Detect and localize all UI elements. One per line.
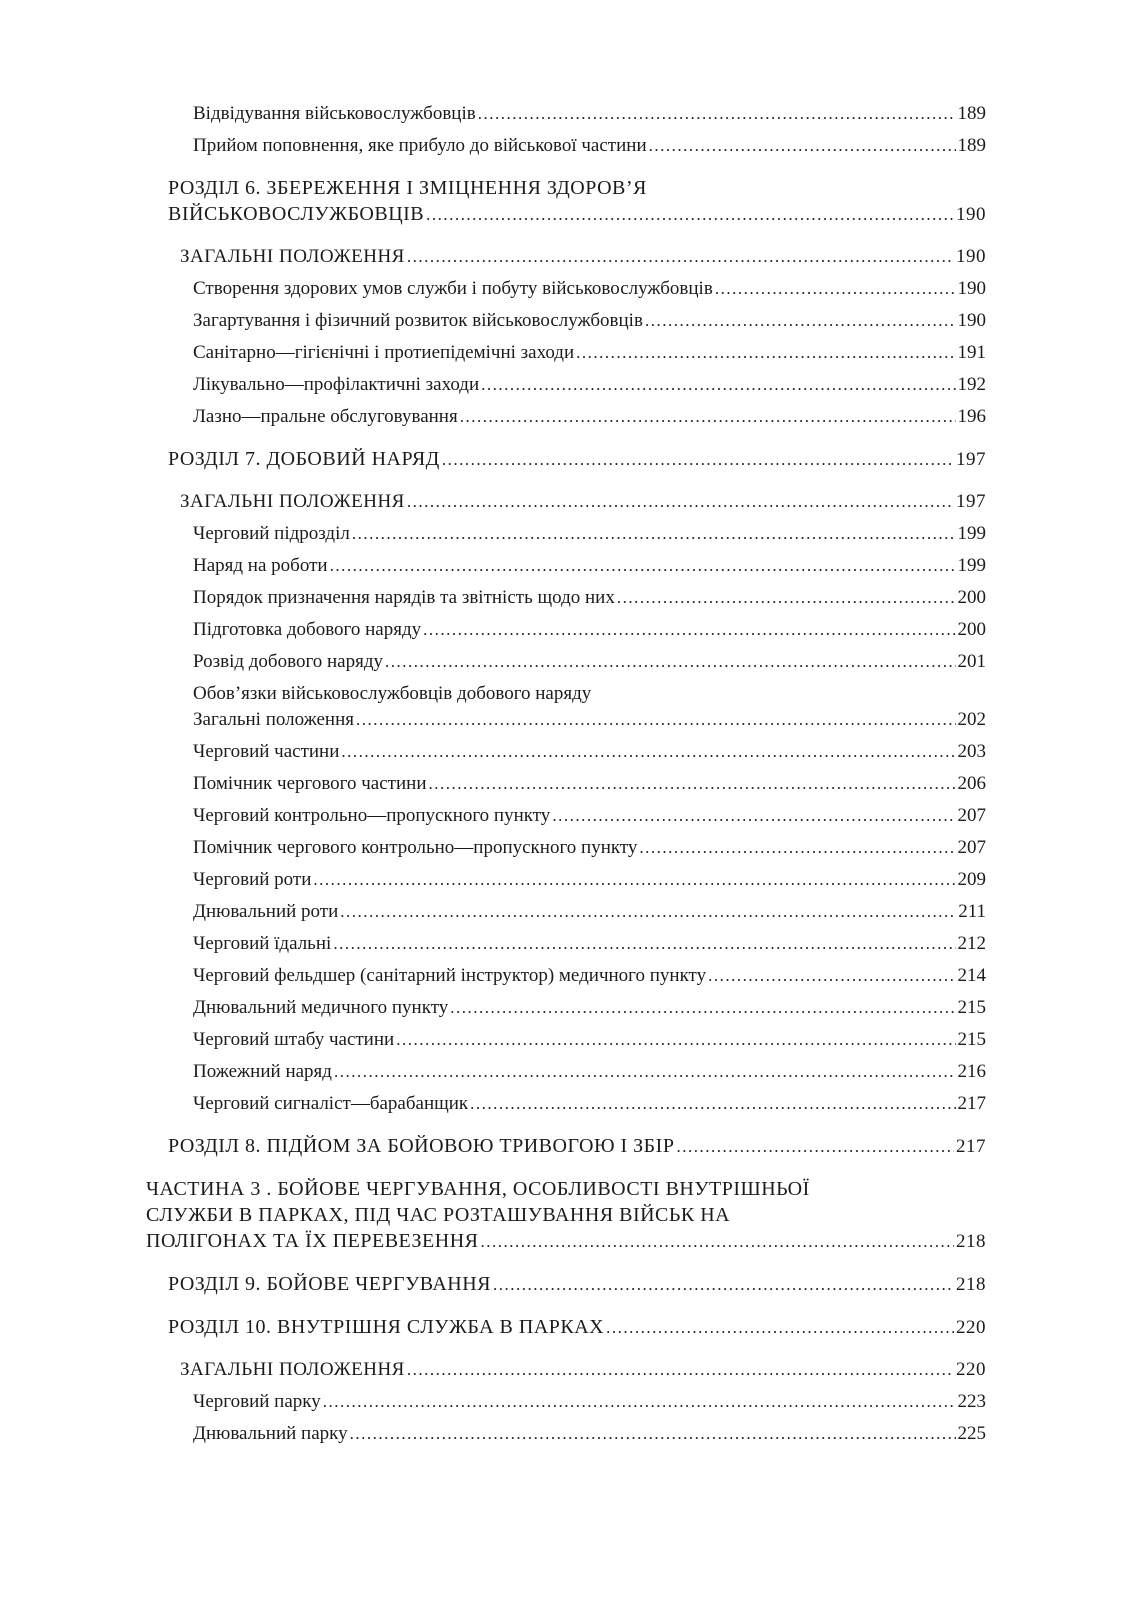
toc-row-title: Загальні положення: [193, 709, 354, 730]
toc-row-lastline: [193, 340, 986, 366]
toc-row-entry: [146, 276, 986, 302]
dot-leader: [350, 1421, 956, 1447]
toc-row-chapter: [146, 1314, 986, 1341]
dot-leader: [715, 276, 956, 302]
dot-leader: [385, 649, 955, 675]
toc-row-section: [146, 1357, 986, 1383]
toc-row-title: Помічник чергового контрольно—пропускного пункту: [193, 837, 638, 858]
toc-row-entry: [146, 308, 986, 334]
toc-row-entry: [146, 771, 986, 797]
dot-leader: [407, 1357, 954, 1383]
page-number: 211: [958, 901, 986, 922]
toc-row-lastline: [193, 995, 986, 1021]
toc-row-title: СЛУЖБИ В ПАРКАХ, ПІД ЧАС РОЗТАШУВАННЯ ВІЙСЬК НА: [146, 1204, 731, 1226]
toc-row-title: Черговий їдальні: [193, 933, 332, 954]
toc-row-lastline: [193, 835, 986, 861]
dot-leader: [323, 1389, 956, 1415]
dot-leader: [352, 521, 956, 547]
toc-row-title: Наряд на роботи: [193, 555, 328, 576]
toc-row-title: Черговий роти: [193, 869, 312, 890]
page-number: 203: [957, 741, 986, 762]
dot-leader: [481, 372, 955, 398]
toc-row-entry: [146, 681, 986, 733]
page-number: 216: [957, 1061, 986, 1082]
toc-row-title: ВІЙСЬКОВОСЛУЖБОВЦІВ: [168, 203, 425, 225]
toc-row-lastline: [180, 1357, 986, 1383]
toc-row-entry: [146, 835, 986, 861]
toc-row-lastline: [168, 201, 986, 228]
page-number: 202: [957, 709, 986, 730]
toc-row-lastline: [193, 739, 986, 765]
page-number: 192: [957, 374, 986, 395]
toc-row-entry: [146, 1059, 986, 1085]
dot-leader: [396, 1027, 955, 1053]
toc-row-title: Черговий сигналіст—барабанщик: [193, 1093, 469, 1114]
toc-row-title: Загартування і фізичний розвиток військовослужбовців: [193, 310, 643, 331]
dot-leader: [639, 835, 955, 861]
toc-row-title: Розвід добового наряду: [193, 651, 384, 672]
toc-row-entry: [146, 585, 986, 611]
toc-row-lastline: [193, 649, 986, 675]
dot-leader: [340, 899, 956, 925]
dot-leader: [341, 739, 955, 765]
toc-row-lastline: [193, 963, 986, 989]
page-number: 199: [957, 555, 986, 576]
toc-row-lastline: [193, 1421, 986, 1447]
dot-leader: [576, 340, 955, 366]
dot-leader: [676, 1134, 954, 1160]
toc-row-lastline: [193, 899, 986, 925]
toc-row-lastline: [193, 404, 986, 430]
toc-row-title: Черговий штабу частини: [193, 1029, 395, 1050]
page-number: 207: [957, 837, 986, 858]
dot-leader: [423, 617, 955, 643]
page-number: 215: [957, 1029, 986, 1050]
toc-row-lastline: [193, 707, 986, 733]
page-number: 207: [957, 805, 986, 826]
toc-row-title: Днювальний медичного пункту: [193, 997, 449, 1018]
dot-leader: [480, 1229, 954, 1255]
dot-leader: [617, 585, 956, 611]
toc-row-title: РОЗДІЛ 10. ВНУТРІШНЯ СЛУЖБА В ПАРКАХ: [168, 1316, 605, 1338]
toc-row-title: Порядок призначення нарядів та звітність щодо них: [193, 587, 615, 608]
toc-row-lastline: [193, 276, 986, 302]
page-number: 201: [957, 651, 986, 672]
dot-leader: [330, 553, 956, 579]
dot-leader: [450, 995, 955, 1021]
toc-row-title: Днювальний роти: [193, 901, 339, 922]
toc-row-title: РОЗДІЛ 6. ЗБЕРЕЖЕННЯ І ЗМІЦНЕННЯ ЗДОРОВ’Я: [168, 177, 647, 199]
toc-row-entry: [146, 739, 986, 765]
dot-leader: [407, 489, 954, 515]
toc-row-entry: [146, 340, 986, 366]
toc-row-title: ЗАГАЛЬНІ ПОЛОЖЕННЯ: [180, 246, 405, 267]
dot-leader: [442, 447, 954, 473]
toc-row-title: Пожежний наряд: [193, 1061, 332, 1082]
page-number: 190: [956, 246, 986, 267]
toc-row-lastline: [193, 101, 986, 127]
dot-leader: [428, 771, 955, 797]
page-number: 191: [957, 342, 986, 363]
page-number: 200: [957, 587, 986, 608]
toc-row-lastline: [168, 1271, 986, 1298]
toc-row-entry: [146, 867, 986, 893]
toc-row-title: Черговий парку: [193, 1391, 321, 1412]
toc-row-entry: [146, 649, 986, 675]
toc-row-lastline: [193, 585, 986, 611]
toc-row-title: Лазно—пральне обслуговування: [193, 406, 458, 427]
toc-row-title: Помічник чергового частини: [193, 773, 427, 794]
dot-leader: [334, 1059, 956, 1085]
toc-row-entry: [146, 101, 986, 127]
toc-row-lastline: [180, 489, 986, 515]
page-number: 196: [957, 406, 986, 427]
dot-leader: [708, 963, 955, 989]
toc-row-title: ПОЛІГОНАХ ТА ЇХ ПЕРЕВЕЗЕННЯ: [146, 1230, 479, 1252]
page-number: 220: [956, 1359, 986, 1380]
dot-leader: [649, 133, 956, 159]
toc-row-entry: [146, 803, 986, 829]
toc-row-title: ЗАГАЛЬНІ ПОЛОЖЕННЯ: [180, 1359, 405, 1380]
toc-row-entry: [146, 553, 986, 579]
page-number: 189: [957, 103, 986, 124]
toc-row-title: ЧАСТИНА 3 . БОЙОВЕ ЧЕРГУВАННЯ, ОСОБЛИВОСТІ ВНУТРІШНЬОЇ: [146, 1178, 810, 1200]
toc-row-title: РОЗДІЛ 7. ДОБОВИЙ НАРЯД: [168, 448, 440, 470]
toc-row-lastline: [180, 244, 986, 270]
toc-row-lastline: [193, 771, 986, 797]
dot-leader: [333, 931, 955, 957]
toc-row-entry: [146, 995, 986, 1021]
page-number: 206: [957, 773, 986, 794]
toc-row-lastline: [193, 1389, 986, 1415]
toc-row-lastline: [193, 521, 986, 547]
dot-leader: [606, 1315, 954, 1341]
dot-leader: [313, 867, 955, 893]
dot-leader: [470, 1091, 955, 1117]
toc-row-lastline: [168, 1314, 986, 1341]
page-number: 215: [957, 997, 986, 1018]
toc-row-chapter: [146, 1133, 986, 1160]
toc-row-entry: [146, 133, 986, 159]
dot-leader: [407, 244, 954, 270]
toc-row-lastline: [193, 1027, 986, 1053]
dot-leader: [493, 1272, 954, 1298]
toc-row-lastline: [146, 1228, 986, 1255]
toc-row-title: РОЗДІЛ 9. БОЙОВЕ ЧЕРГУВАННЯ: [168, 1273, 492, 1295]
toc-row-entry: [146, 963, 986, 989]
page-number: 225: [957, 1423, 986, 1444]
page-number: 218: [956, 1274, 986, 1295]
toc-row-title: Обов’язки військовослужбовців добового наряду: [193, 683, 592, 704]
page-number: 223: [957, 1391, 986, 1412]
toc-row-title: Черговий фельдшер (санітарний інструктор) медичного пункту: [193, 965, 707, 986]
toc-row-part: [146, 1176, 986, 1255]
toc-row-title: Черговий підрозділ: [193, 523, 350, 544]
page-number: 218: [956, 1231, 986, 1252]
toc-row-lastline: [193, 617, 986, 643]
dot-leader: [478, 101, 956, 127]
toc-row-lastline: [168, 1133, 986, 1160]
page-number: 212: [957, 933, 986, 954]
toc-row-title: Санітарно—гігієнічні і протиепідемічні заходи: [193, 342, 575, 363]
toc-row-title: Черговий контрольно—пропускного пункту: [193, 805, 551, 826]
page-number: 197: [956, 449, 986, 470]
toc-row-entry: [146, 899, 986, 925]
toc-row-entry: [146, 1421, 986, 1447]
toc-row-entry: [146, 1091, 986, 1117]
table-of-contents: [146, 101, 986, 1453]
toc-row-lastline: [168, 446, 986, 473]
toc-row-entry: [146, 1389, 986, 1415]
toc-row-title: Лікувально—профілактичні заходи: [193, 374, 480, 395]
page-number: 214: [957, 965, 986, 986]
toc-row-chapter: [146, 446, 986, 473]
toc-row-title: Підготовка добового наряду: [193, 619, 422, 640]
page-number: 189: [957, 135, 986, 156]
toc-row-lastline: [193, 308, 986, 334]
toc-row-entry: [146, 1027, 986, 1053]
toc-row-lastline: [193, 372, 986, 398]
toc-row-chapter: [146, 1271, 986, 1298]
dot-leader: [552, 803, 955, 829]
toc-row-lastline: [193, 803, 986, 829]
toc-row-title: Відвідування військовослужбовців: [193, 103, 476, 124]
toc-row-entry: [146, 404, 986, 430]
toc-row-lastline: [193, 931, 986, 957]
dot-leader: [460, 404, 956, 430]
toc-row-section: [146, 244, 986, 270]
page-number: 197: [956, 491, 986, 512]
toc-row-lastline: [193, 553, 986, 579]
page-number: 220: [956, 1317, 986, 1338]
toc-row-entry: [146, 931, 986, 957]
page-number: 217: [957, 1093, 986, 1114]
toc-row-section: [146, 489, 986, 515]
page-number: 190: [956, 204, 986, 225]
toc-row-entry: [146, 372, 986, 398]
toc-row-entry: [146, 617, 986, 643]
toc-row-lastline: [193, 867, 986, 893]
dot-leader: [356, 707, 956, 733]
page-number: 209: [957, 869, 986, 890]
page-number: 190: [957, 310, 986, 331]
toc-row-entry: [146, 521, 986, 547]
toc-row-chapter: [146, 175, 986, 228]
toc-row-title: Черговий частини: [193, 741, 340, 762]
toc-row-lastline: [193, 133, 986, 159]
toc-row-lastline: [193, 1059, 986, 1085]
toc-row-title: Створення здорових умов служби і побуту військовослужбовців: [193, 278, 713, 299]
page-number: 190: [957, 278, 986, 299]
toc-row-title: Прийом поповнення, яке прибуло до військової частини: [193, 135, 647, 156]
dot-leader: [426, 202, 954, 228]
page-number: 199: [957, 523, 986, 544]
page-number: 200: [957, 619, 986, 640]
toc-row-lastline: [193, 1091, 986, 1117]
toc-row-title: РОЗДІЛ 8. ПІДЙОМ ЗА БОЙОВОЮ ТРИВОГОЮ І ЗБІР: [168, 1135, 675, 1157]
dot-leader: [645, 308, 956, 334]
page-number: 217: [956, 1136, 986, 1157]
toc-row-title: ЗАГАЛЬНІ ПОЛОЖЕННЯ: [180, 491, 405, 512]
toc-row-title: Днювальний парку: [193, 1423, 348, 1444]
